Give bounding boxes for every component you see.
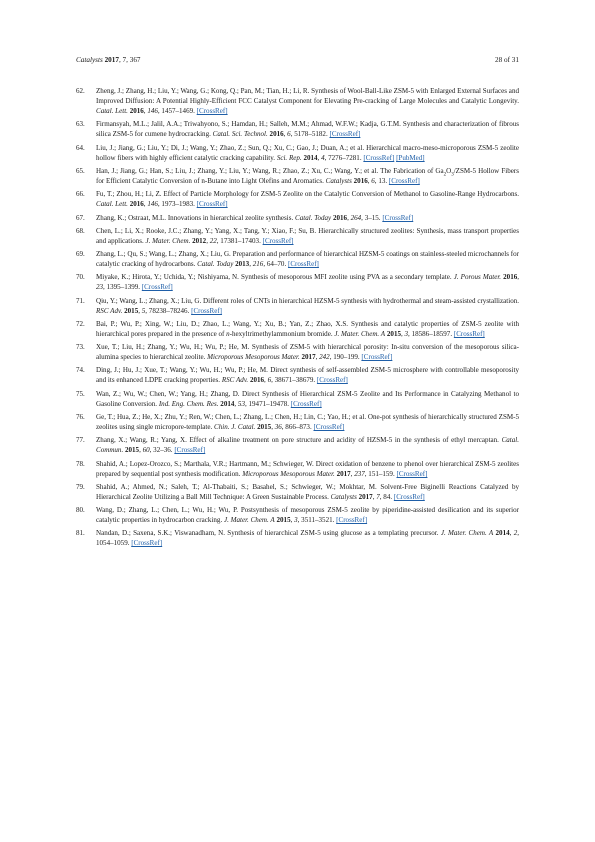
reference-italic-text: J. Mater. Chem.: [145, 236, 191, 245]
reference-text: Firmansyah, M.L.; Jalil, A.A.; Triwahyono, S.; Hamdan, H.; Salleh, M.M.; Ahmad, W.F.W.; Kadja, G.T.M. Synthesis and characterization of fibrous silica ZSM-5 for cumene hydrocracking.: [96, 120, 519, 139]
reference-text: O: [446, 166, 452, 175]
reference-text: ,: [143, 107, 148, 116]
reference-italic-text: Catal. Sci. Technol.: [212, 130, 268, 139]
reference-text: , 5178–5182.: [290, 130, 330, 139]
reference-item: [76, 119, 519, 139]
reference-text: Shahid, A.; Ahmed, N.; Saleh, T.; Al-Thabaiti, S.; Basahel, S.; Schwieger, W.; Mokhtar, M. Solvent-Free Biginelli Reactions Catalyzed by Hierarchical Zeolite Utilizing a Ball Mill Technique: A Green Sustainable Process.: [96, 482, 519, 501]
reference-text: ,: [347, 213, 351, 222]
reference-year: 2016: [269, 130, 284, 139]
crossref-link[interactable]: [CrossRef]: [313, 423, 345, 432]
running-header: [76, 56, 519, 65]
reference-text: , 84.: [379, 492, 394, 501]
reference-text: , 19471–19478.: [244, 399, 291, 408]
reference-year: 2015: [124, 446, 140, 455]
reference-text: , 38671–38679.: [271, 376, 317, 385]
reference-number: 69.: [76, 249, 85, 258]
reference-italic-text: 22: [209, 236, 217, 245]
reference-italic-text: Chin. J. Catal.: [214, 423, 256, 432]
reference-text: Bai, P.; Wu, P.; Xing, W.; Liu, D.; Zhao, L.; Wang, Y.; Xu, B.; Yan, Z.; Zhao, X.S. Synthesis and catalytic properties of ZSM-5 zeolite with hierarchical pores prepared in the presence of: [96, 319, 519, 338]
reference-italic-text: Catalysts: [330, 492, 357, 501]
reference-text: Chen, L.; Li, X.; Rooke, J.C.; Zhang, Y.; Yang, X.; Tang, Y.; Xiao, F.; Su, B. Hierarchically structured zeolites: Synthesis, mass transport properties and applications.: [96, 226, 519, 245]
crossref-link[interactable]: [CrossRef]: [396, 469, 428, 478]
reference-year: 2015: [257, 423, 272, 432]
reference-number: 76.: [76, 412, 85, 421]
reference-text: , 32–36.: [149, 446, 175, 455]
page-number: 28 of 31: [495, 56, 519, 64]
reference-item: [76, 319, 519, 339]
crossref-link[interactable]: [CrossRef]: [131, 539, 163, 548]
reference-item: [76, 272, 519, 292]
reference-italic-text: Ind. Eng. Chem. Res.: [158, 399, 219, 408]
reference-year: 2012: [192, 236, 207, 245]
crossref-link[interactable]: [CrossRef]: [287, 260, 319, 269]
reference-year: 2016: [353, 177, 368, 186]
reference-text: ,: [400, 329, 405, 338]
reference-number: 78.: [76, 459, 85, 468]
reference-italic-text: 60: [142, 446, 150, 455]
reference-text: Zhang, X.; Wang, R.; Yang, X. Effect of alkaline treatment on pore structure and acidity of HZSM-5 in the synthesis of ethyl mercaptan.: [96, 436, 502, 445]
reference-italic-text: 216: [252, 260, 264, 269]
reference-item: [76, 213, 519, 223]
reference-item: [76, 459, 519, 479]
reference-text: ,: [249, 260, 253, 269]
crossref-link[interactable]: [CrossRef]: [453, 329, 485, 338]
reference-text: , 1973–1983.: [157, 200, 197, 209]
reference-italic-text: RSC Adv.: [221, 376, 249, 385]
journal-name: Catalysts: [76, 56, 103, 64]
reference-item: [76, 482, 519, 502]
reference-italic-text: 4: [321, 153, 325, 162]
reference-number: 79.: [76, 482, 85, 491]
reference-text: , 64–70.: [263, 260, 288, 269]
reference-text: -hexyltrimethylammonium bromide.: [229, 329, 335, 338]
crossref-link[interactable]: [CrossRef]: [196, 200, 228, 209]
reference-italic-text: 7: [376, 492, 380, 501]
reference-text: ,: [509, 529, 514, 538]
reference-italic-text: J. Mater. Chem. A: [334, 329, 386, 338]
crossref-link[interactable]: [CrossRef]: [336, 516, 368, 525]
reference-text: , 3511–3521.: [297, 516, 337, 525]
reference-italic-text: Catalysts: [325, 177, 352, 186]
reference-year: 2017: [301, 353, 316, 362]
reference-item: [76, 412, 519, 432]
journal-citation: [76, 56, 141, 65]
reference-text: , 78238–78246.: [145, 306, 192, 315]
reference-text: Zheng, J.; Zhang, H.; Liu, Y.; Wang, G.; Kong, Q.; Pan, M.; Tian, H.; Li, R. Synthesis of Wool-Ball-Like ZSM-5 with Enlarged External Surfaces and Improved Diffusion: A Potential Highly-Efficient FCC Catalyst Component for Elevating Pre-cracking of Large Molecules and Catalytic Longevity.: [96, 87, 519, 106]
reference-year: 2017: [358, 492, 373, 501]
reference-italic-text: J. Mater. Chem. A: [223, 516, 275, 525]
reference-list: [76, 86, 519, 552]
reference-item: [76, 296, 519, 316]
reference-text: ,: [143, 200, 148, 209]
reference-item: [76, 389, 519, 409]
reference-italic-text: Microporous Mesoporous Mater.: [242, 469, 335, 478]
reference-number: 62.: [76, 87, 85, 95]
crossref-link[interactable]: [CrossRef]: [382, 213, 414, 222]
reference-italic-text: 6: [267, 376, 272, 385]
crossref-link[interactable]: [CrossRef]: [361, 353, 393, 362]
reference-year: 2016: [129, 200, 144, 209]
reference-number: 67.: [76, 213, 85, 222]
subscript: 3: [451, 172, 454, 178]
crossref-link[interactable]: [CrossRef]: [196, 107, 228, 116]
reference-year: 2014: [220, 399, 235, 408]
reference-italic-text: 146: [147, 200, 158, 209]
reference-text: ,: [139, 446, 143, 455]
reference-italic-text: 264: [350, 213, 362, 222]
reference-year: 2014: [303, 153, 318, 162]
crossref-link[interactable]: [CrossRef]: [363, 153, 395, 162]
reference-text: ,: [350, 469, 355, 478]
reference-text: ,: [234, 399, 238, 408]
crossref-link[interactable]: [CrossRef]: [388, 177, 420, 186]
reference-text: Wan, Z.; Wu, W.; Chen, W.; Yang, H.; Zhang, D. Direct Synthesis of Hierarchical ZSM-5 Zeolite and Its Performance in Catalyzing Methanol to Gasoline Conversion.: [96, 389, 519, 408]
reference-number: 70.: [76, 273, 85, 282]
reference-text: Nandan, D.; Saxena, S.K.; Viswanadham, N. Synthesis of hierarchical ZSM-5 using glucose as a templating precursor.: [96, 529, 441, 538]
reference-text: ,: [290, 516, 295, 525]
reference-text: ,: [372, 492, 377, 501]
reference-text: , 1054–1059.: [96, 529, 519, 548]
reference-italic-text: J. Porous Mater.: [453, 273, 502, 282]
reference-item: [76, 143, 519, 163]
reference-text: , 13.: [374, 177, 389, 186]
reference-year: 2015: [386, 329, 401, 338]
reference-item: [76, 189, 519, 209]
reference-item: [76, 86, 519, 116]
reference-number: 75.: [76, 389, 85, 398]
reference-text: , 7276–7281.: [324, 153, 364, 162]
reference-text: , 17381–17403.: [216, 236, 263, 245]
journal-year: 2017: [104, 56, 119, 64]
reference-italic-text: RSC Adv.: [96, 306, 123, 315]
pubmed-link[interactable]: [PubMed]: [396, 153, 425, 162]
reference-text: ,: [367, 177, 372, 186]
reference-text: , 1395–1399.: [103, 283, 142, 292]
reference-number: 73.: [76, 343, 85, 352]
reference-year: 2016: [129, 107, 144, 116]
subscript: 2: [443, 172, 447, 178]
crossref-link[interactable]: [CrossRef]: [316, 376, 348, 385]
reference-text: Xue, T.; Liu, H.; Zhang, Y.; Wu, H.; Wu, P.; He, M. Synthesis of ZSM-5 with hierarchical porosity: In-situ conversion of the mesoporous silica-alumina species to hierarchical zeolite.: [96, 343, 519, 362]
reference-text: , 190–199.: [329, 353, 362, 362]
reference-year: 2015: [124, 306, 139, 315]
reference-item: [76, 166, 519, 186]
reference-text: , 1457–1469.: [157, 107, 197, 116]
reference-italic-text: 6: [287, 130, 291, 139]
reference-item: [76, 365, 519, 385]
reference-text: Shahid, A.; Lopez-Orozco, S.; Marthala, V.R.; Hartmann, M.; Schwieger, W. Direct oxidation of benzene to phenol over hierarchical ZSM-5 zeolites prepared by sequential post synthesis modification.: [96, 459, 519, 478]
reference-text: Qiu, Y.; Wang, L.; Zhang, X.; Liu, G. Different roles of CNTs in hierarchical HZSM-5 synthesis with hydrothermal and steam-assisted crystallization.: [96, 296, 519, 305]
reference-text: ,: [315, 353, 320, 362]
reference-item: [76, 226, 519, 246]
reference-year: 2014: [495, 529, 510, 538]
reference-italic-text: 5: [141, 306, 146, 315]
crossref-link[interactable]: [CrossRef]: [262, 236, 294, 245]
reference-text: Miyake, K.; Hirota, Y.; Uchida, Y.; Nishiyama, N. Synthesis of mesoporous MFI zeolite using PVA as a secondary template.: [96, 273, 454, 282]
reference-text: ,: [317, 153, 322, 162]
reference-text: Ge, T.; Hua, Z.; He, X.; Zhu, Y.; Ren, W.; Chen, L.; Zhang, L.; Chen, H.; Lin, C.; Yao, H.; et al. One-pot synthesis of hierarchically structured ZSM-5 zeolites using single micropore-template.: [96, 412, 519, 432]
reference-italic-text: 36: [274, 423, 282, 432]
reference-italic-text: 53: [237, 399, 245, 408]
crossref-link[interactable]: [CrossRef]: [393, 492, 425, 501]
reference-number: 68.: [76, 226, 85, 235]
reference-number: 72.: [76, 319, 85, 328]
reference-year: 2013: [235, 260, 250, 269]
reference-italic-text: 23: [96, 283, 104, 292]
reference-italic-text: 237: [354, 469, 365, 478]
reference-year: 2016: [332, 213, 348, 222]
reference-year: 2016: [249, 376, 265, 385]
reference-italic-text: 3: [294, 516, 298, 525]
reference-italic-text: Microporous Mesoporous Mater.: [207, 353, 300, 362]
reference-italic-text: 3: [404, 329, 409, 338]
reference-text: , 18586–18597.: [408, 329, 454, 338]
reference-text: Wang, D.; Zhang, L.; Chen, L.; Wu, H.; Wu, P. Postsynthesis of mesoporous ZSM-5 zeolite by piperidine-assisted desilication and its superior catalytic properties in hydrocarbon cracking.: [96, 506, 519, 525]
reference-text: ,: [271, 423, 275, 432]
crossref-link[interactable]: [CrossRef]: [174, 446, 206, 455]
reference-year: 2015: [276, 516, 291, 525]
reference-text: Fu, T.; Zhou, H.; Li, Z. Effect of Particle Morphology for ZSM-5 Zeolite on the Catalytic Conversion of Methanol to Gasoline-Range Hydrocarbons.: [96, 190, 519, 199]
reference-text: Ding, J.; Hu, J.; Xue, T.; Wang, Y.; Wu, H.; Wu, P.; He, M. Direct synthesis of self-assembled ZSM-5 microsphere with controllable mesoporosity and its enhanced LDPE cracking properties.: [96, 366, 519, 385]
reference-number: 63.: [76, 120, 85, 129]
reference-number: 71.: [76, 296, 85, 305]
reference-italic-text: Catal. Today: [197, 260, 234, 269]
reference-year: 2017: [336, 469, 351, 478]
reference-item: [76, 249, 519, 269]
reference-italic-text: Catal. Lett.: [96, 107, 128, 116]
reference-number: 77.: [76, 436, 85, 445]
crossref-link[interactable]: [CrossRef]: [329, 130, 361, 139]
reference-text: ,: [283, 130, 288, 139]
reference-italic-text: Catal. Commun.: [96, 436, 519, 455]
reference-italic-text: Catal. Lett.: [96, 200, 128, 209]
reference-italic-text: Sci. Rep.: [276, 153, 302, 162]
reference-text: Han, J.; Jiang, G.; Han, S.; Liu, J.; Zhang, Y.; Liu, Y.; Wang, R.; Zhao, Z.; Xu, C.; Wang, Y.; et al. The Fabrication of Ga: [96, 166, 444, 175]
reference-italic-text: Catal. Today: [295, 213, 332, 222]
reference-number: 80.: [76, 506, 85, 515]
reference-text: Zhang, K.; Ostraat, M.L. Innovations in hierarchical zeolite synthesis.: [96, 213, 296, 222]
reference-italic-text: 242: [319, 353, 330, 362]
reference-number: 65.: [76, 166, 85, 175]
reference-item: [76, 505, 519, 525]
reference-number: 74.: [76, 366, 85, 375]
reference-text: , 3–15.: [361, 213, 383, 222]
reference-year: 2016: [503, 273, 518, 282]
reference-item: [76, 528, 519, 548]
crossref-link[interactable]: [CrossRef]: [290, 399, 322, 408]
reference-number: 66.: [76, 190, 85, 199]
reference-italic-text: n: [226, 329, 230, 338]
reference-text: , 866–873.: [281, 423, 314, 432]
crossref-link[interactable]: [CrossRef]: [141, 283, 173, 292]
reference-number: 81.: [76, 529, 85, 538]
reference-italic-text: J. Mater. Chem. A: [440, 529, 494, 538]
reference-italic-text: 6: [371, 177, 375, 186]
reference-text: , 151–159.: [364, 469, 397, 478]
journal-volume: , 7, 367: [118, 56, 141, 64]
reference-text: Liu, J.; Jiang, G.; Liu, Y.; Di, J.; Wang, Y.; Zhao, Z.; Sun, Q.; Xu, C.; Gao, J.; Duan, A.; et al. Hierarchical macro-meso-microporous ZSM-5 zeolite hollow fibers with highly efficient catalytic cracking capability.: [96, 143, 519, 162]
crossref-link[interactable]: [CrossRef]: [191, 306, 223, 315]
reference-item: [76, 435, 519, 455]
reference-italic-text: 2: [513, 529, 518, 538]
reference-text: ,: [206, 236, 210, 245]
reference-text: Zhang, L.; Qu, S.; Wang, L.; Zhang, X.; Liu, G. Preparation and performance of hierarchical HZSM-5 coatings on stainless-steeled microchannels for catalytic cracking of hydrocarbons.: [96, 249, 519, 269]
reference-number: 64.: [76, 143, 85, 152]
reference-text: /ZSM-5 Hollow Fibers for Efficient Catalytic Conversion of n-Butane into Light Olefins and Aromatics.: [96, 166, 519, 186]
reference-text: ,: [138, 306, 142, 315]
reference-item: [76, 342, 519, 362]
reference-text: ,: [517, 273, 519, 282]
reference-italic-text: 146: [147, 107, 158, 116]
reference-text: ,: [264, 376, 268, 385]
